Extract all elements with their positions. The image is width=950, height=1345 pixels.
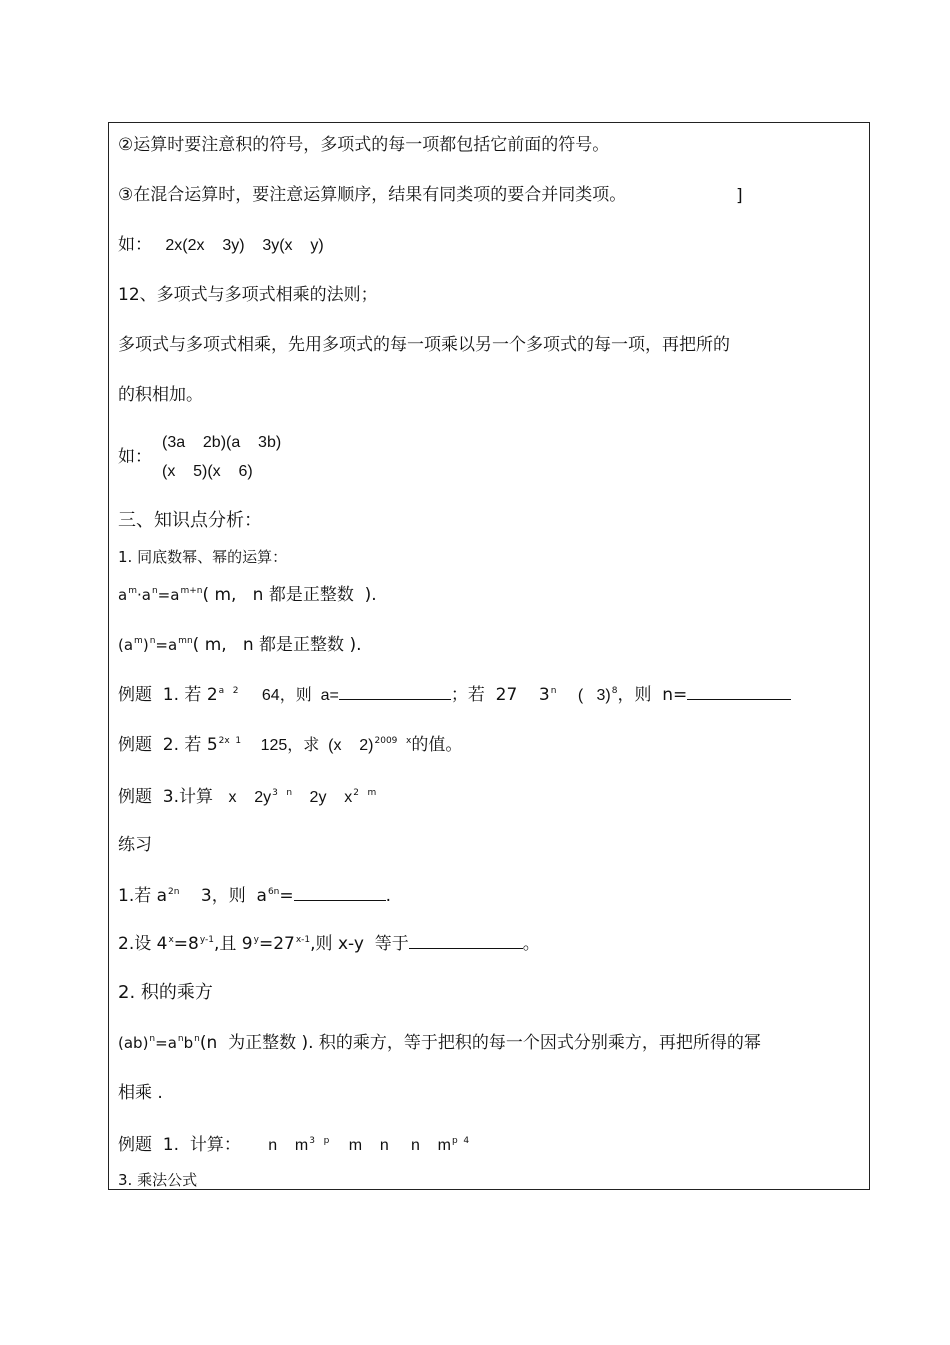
example-problem-1 bbox=[118, 684, 791, 707]
example-label: 如： bbox=[118, 235, 152, 255]
exponent: 3 n bbox=[272, 788, 293, 798]
paragraph-line-2: 的积相加。 bbox=[118, 385, 203, 405]
section-12-title: 12、多项式与多项式相乘的法则； bbox=[118, 285, 378, 305]
problem-text: ,则 x-y 等于 bbox=[310, 934, 409, 954]
problem-text: . bbox=[385, 886, 392, 906]
formula-2 bbox=[118, 634, 362, 656]
exponent: n bbox=[149, 636, 156, 646]
formula-text: =a bbox=[155, 1034, 177, 1052]
exponent: 2n bbox=[168, 887, 180, 897]
exponent: n bbox=[149, 1034, 156, 1044]
subsection-3-title: 3. 乘法公式 bbox=[118, 1171, 198, 1189]
problem-text: 64，则 a= bbox=[261, 687, 339, 704]
problem-text: 例题 3.计算 bbox=[118, 787, 214, 807]
math-expression-2: (x 5)(x 6) bbox=[162, 463, 253, 480]
formula-text: (ab) bbox=[118, 1034, 149, 1052]
exponent: 2009 x bbox=[374, 736, 412, 746]
exponent: y-1 bbox=[199, 935, 214, 945]
problem-text: ( 3) bbox=[577, 687, 611, 704]
example-problem-2 bbox=[118, 734, 462, 757]
exponent: 8 bbox=[611, 686, 618, 696]
rule-text: (n 为正整数 ). 积的乘方，等于把积的每一个因式分别乘方，再把所得的幂 bbox=[199, 1033, 761, 1053]
problem-text: 例题 1. 若 2 bbox=[118, 685, 218, 705]
power-of-product-rule bbox=[118, 1032, 761, 1054]
content-frame bbox=[108, 122, 870, 1190]
exponent: 3 p bbox=[309, 1136, 330, 1146]
problem-text: ,且 9 bbox=[214, 934, 253, 954]
practice-problem-2 bbox=[118, 933, 540, 955]
rule-continuation: 相乘 . bbox=[118, 1083, 163, 1103]
formula-text: b bbox=[183, 1034, 194, 1052]
exponent: mn bbox=[178, 636, 193, 646]
formula-text: ·a bbox=[136, 586, 151, 604]
problem-text: ；若 27 3 bbox=[450, 685, 550, 705]
subsection-1-title: 1. 同底数幂、幂的运算： bbox=[118, 548, 288, 566]
problem-text: 例题 2. 若 5 bbox=[118, 735, 218, 755]
problem-text: =27 bbox=[258, 934, 295, 954]
formula-1 bbox=[118, 584, 377, 606]
problem-text: x 2y bbox=[228, 789, 272, 806]
exponent: n bbox=[177, 1034, 184, 1044]
exponent: 6n bbox=[267, 887, 280, 897]
problem-text: n m bbox=[268, 1137, 309, 1154]
answer-blank[interactable] bbox=[687, 685, 791, 700]
answer-blank[interactable] bbox=[294, 886, 386, 901]
problem-text: 的值。 bbox=[411, 735, 463, 755]
rule-line-3: ③在混合运算时，要注意运算顺序，结果有同类项的要合并同类项。 bbox=[118, 185, 627, 205]
problem-text: 1.若 a bbox=[118, 886, 168, 906]
problem-text: 2.设 4 bbox=[118, 934, 168, 954]
paragraph-line-1: 多项式与多项式相乘，先用多项式的每一项乘以另一个多项式的每一项，再把所的 bbox=[118, 335, 730, 355]
math-expression-1: (3a 2b)(a 3b) bbox=[162, 434, 282, 451]
practice-heading: 练习 bbox=[118, 835, 152, 855]
rule-line-2: ②运算时要注意积的符号，多项式的每一项都包括它前面的符号。 bbox=[118, 135, 610, 155]
formula-text: =a bbox=[155, 636, 178, 654]
bracket-mark: ] bbox=[736, 186, 743, 206]
problem-text: 3，则 a bbox=[200, 886, 267, 906]
problem-text: 125，求 (x 2) bbox=[260, 737, 374, 754]
math-expression: 2x(2x 3y) 3y(x y) bbox=[165, 237, 324, 254]
example-problem-3 bbox=[118, 786, 376, 809]
problem-text: 2y x bbox=[309, 789, 353, 806]
formula-condition: ( m, n 都是正整数 ). bbox=[202, 585, 377, 605]
exponent: n bbox=[194, 1034, 200, 1044]
exponent: m+n bbox=[180, 586, 203, 596]
example-1 bbox=[118, 234, 324, 257]
formula-text: (a bbox=[118, 636, 134, 654]
exponent: n bbox=[151, 586, 158, 596]
problem-text: =8 bbox=[173, 934, 199, 954]
exponent: n bbox=[550, 686, 557, 696]
section-three-title: 三、知识点分析： bbox=[118, 510, 262, 531]
example-problem-4 bbox=[118, 1134, 469, 1157]
problem-text: ，则 n= bbox=[617, 685, 688, 705]
exponent: x bbox=[168, 935, 174, 945]
exponent: y bbox=[253, 935, 259, 945]
exponent: 2 m bbox=[353, 788, 377, 798]
exponent: x-1 bbox=[295, 935, 311, 945]
formula-text: ) bbox=[142, 636, 149, 654]
answer-blank[interactable] bbox=[409, 934, 523, 949]
answer-blank[interactable] bbox=[339, 685, 451, 700]
practice-problem-1 bbox=[118, 885, 391, 907]
problem-text: = bbox=[279, 886, 294, 906]
formula-text: =a bbox=[157, 586, 180, 604]
problem-text: 例题 1. 计算： bbox=[118, 1135, 241, 1155]
problem-text: 。 bbox=[522, 934, 540, 954]
problem-text: m n n m bbox=[348, 1137, 451, 1154]
example-label-2: 如： bbox=[118, 447, 152, 467]
exponent: a 2 bbox=[218, 686, 239, 696]
subsection-2-title: 2. 积的乘方 bbox=[118, 982, 213, 1003]
exponent: p 4 bbox=[451, 1136, 470, 1146]
exponent: m bbox=[128, 586, 137, 596]
formula-text: a bbox=[118, 586, 128, 604]
exponent: 2x 1 bbox=[218, 736, 242, 746]
exponent: m bbox=[134, 636, 143, 646]
formula-condition: ( m, n 都是正整数 ). bbox=[192, 635, 362, 655]
